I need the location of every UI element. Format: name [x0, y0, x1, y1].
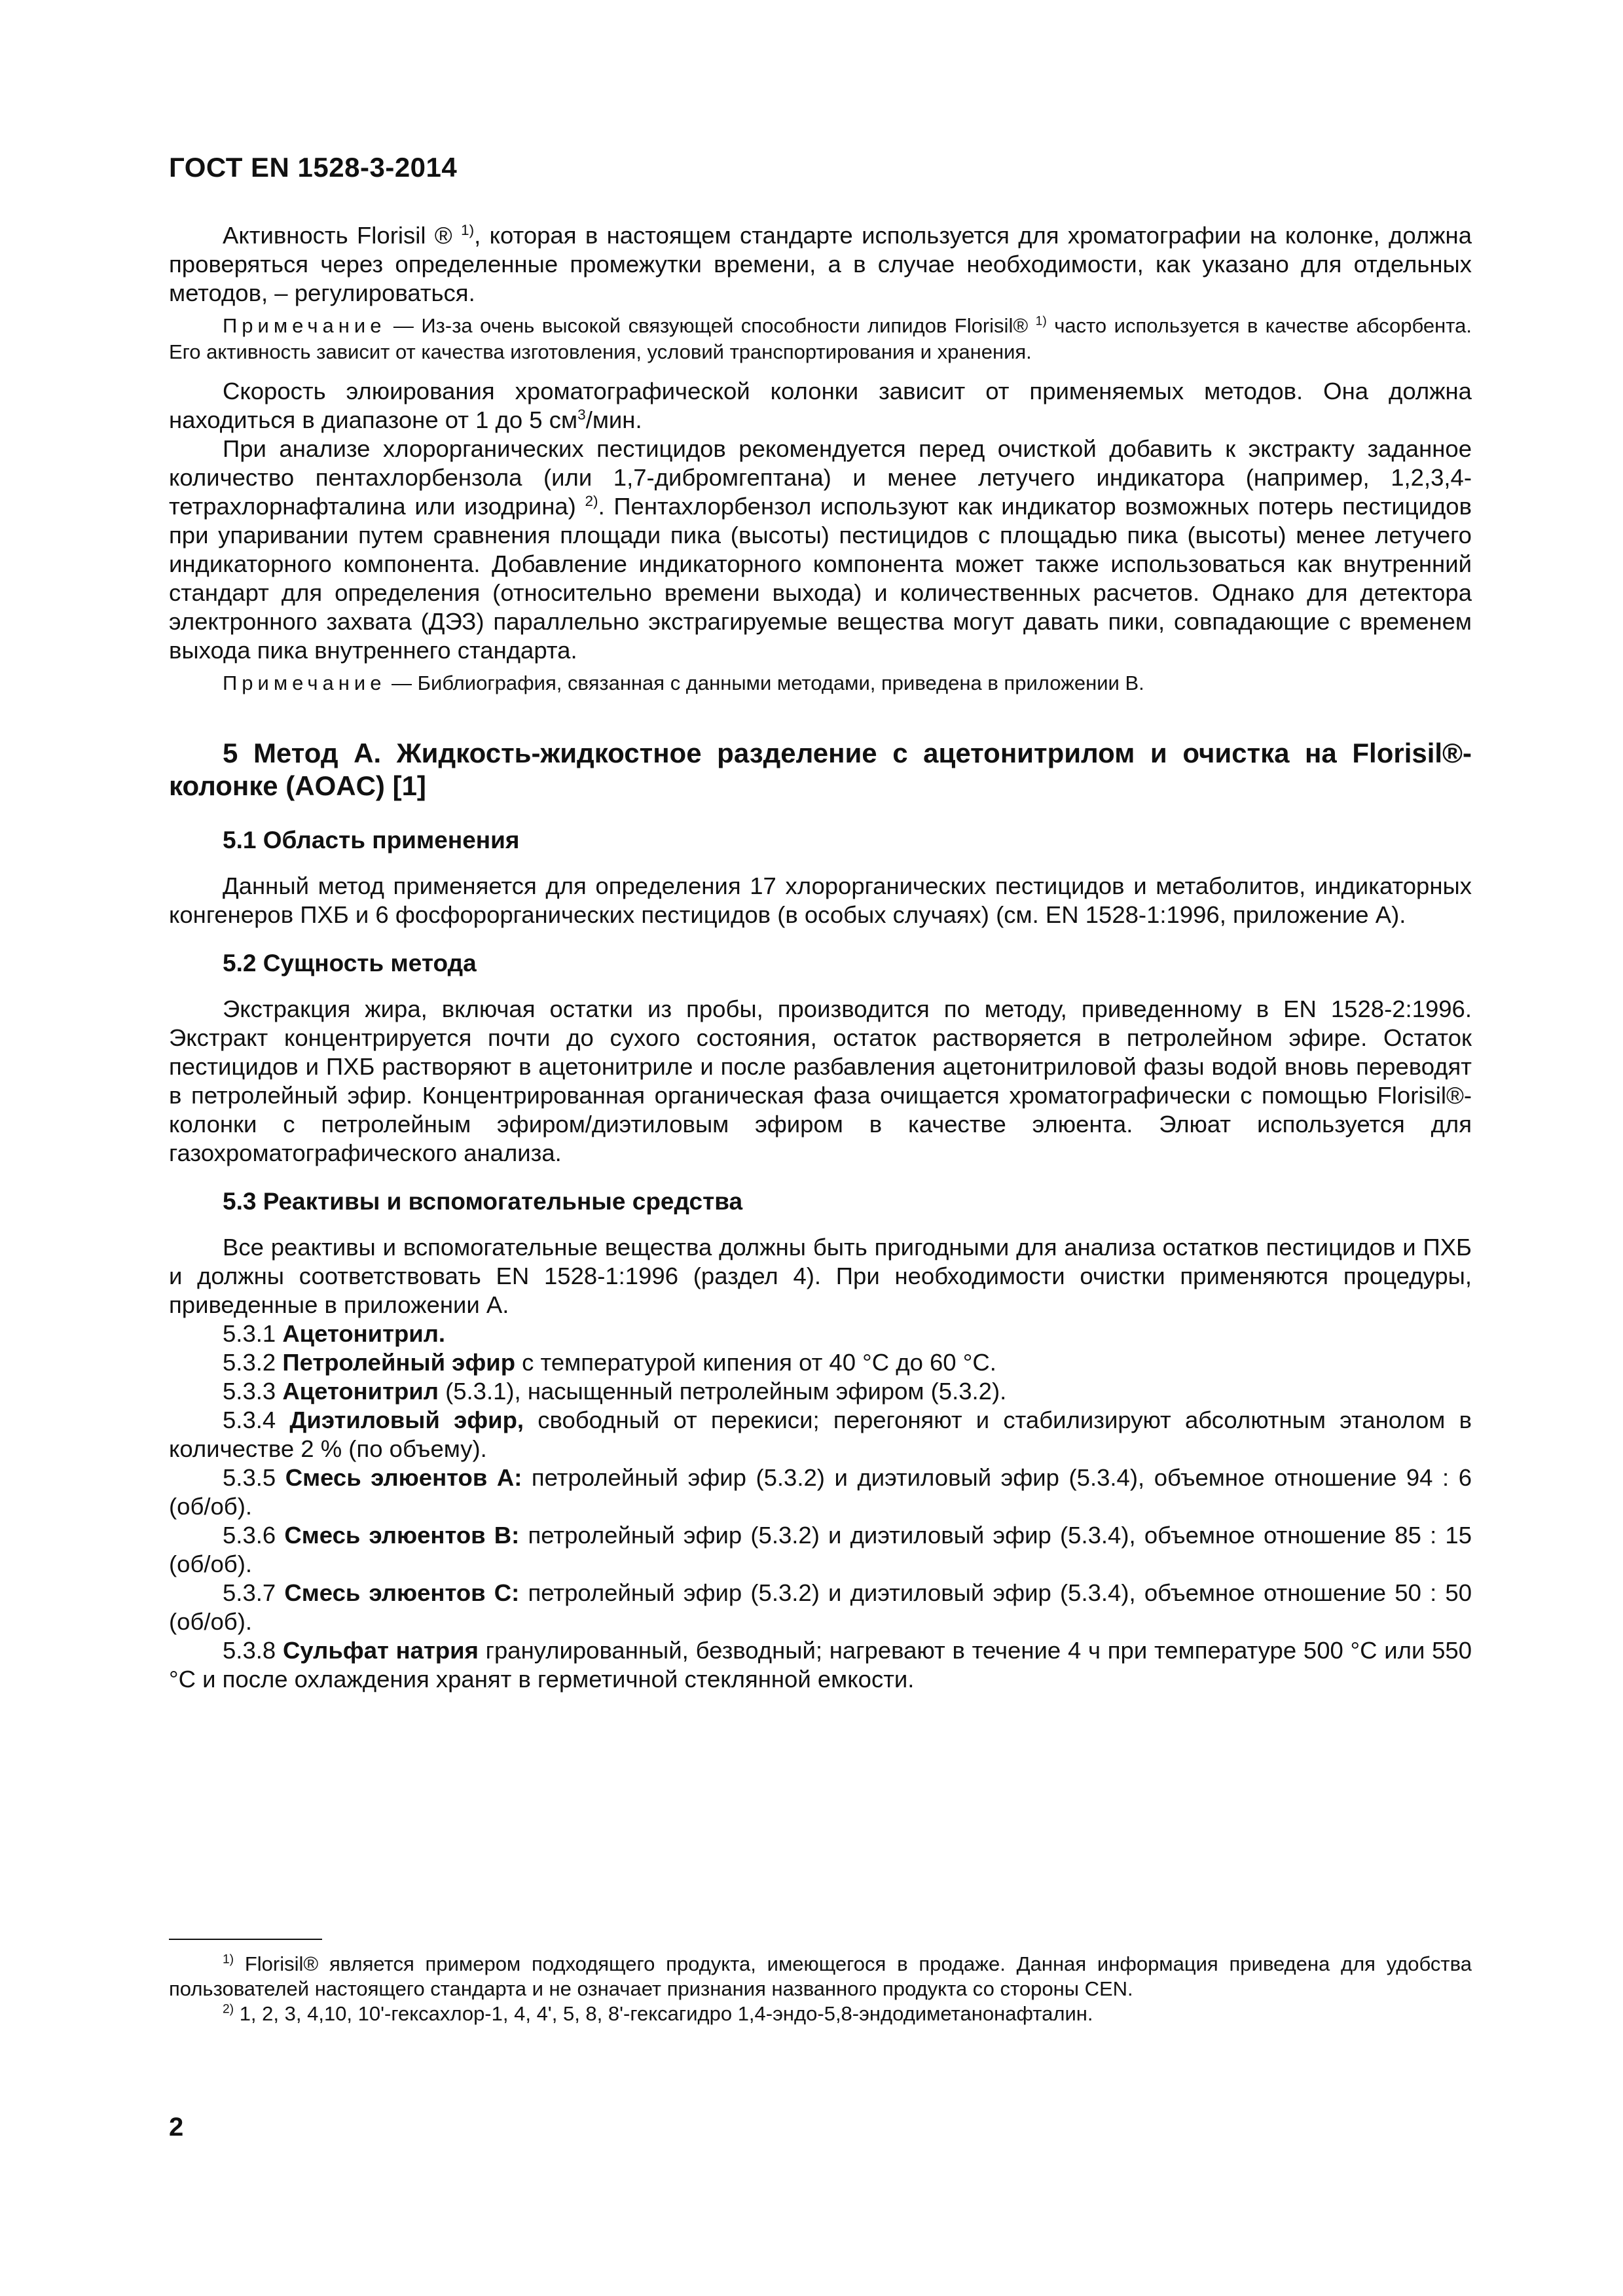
footnotes [169, 1952, 1472, 2026]
section-5-title: 5 Метод А. Жидкость-жидкостное разделение с ацетонитрилом и очистка на Florisil®-колонке (AOAC) [1] [169, 738, 1472, 801]
paragraph-elution-rate: Скорость элюирования хроматографической колонки зависит от применяемых методов. Она должна находиться в диапазоне от 1 до 5 $см^3$/мин. [169, 378, 1472, 433]
paragraph-indicator: При анализе хлорорганических пестицидов рекомендуется перед очисткой добавить к экстракту заданное количество пентахлорбензола (или 1,7-дибромгептана) и менее летучего индикатора (например, 1,2,3,4-тетрахлорнафталина или изодрина) $^{2)}$. Пентахлорбензол используют как индикатор возможных потерь пестицидов при упаривании путем сравнения площади пика (высоты) пестицидов с площадью пика (высоты) менее летучего индикаторного компонента. Добавление индикаторного компонента может также использоваться как внутренний стандарт для определения (относительно времени выхода) и количественных расчетов. Однако для детектора электронного захвата (ДЭЗ) параллельно экстрагируемые вещества могут давать пики, совпадающие с временем выхода пика внутреннего стандарта. [169, 435, 1472, 664]
section-5-1-text: Данный метод применяется для определения 17 хлорорганических пестицидов и метаболитов, индикаторных конгенеров ПХБ и 6 фосфорорганических пестицидов (в особых случаях) (см. EN 1528-1:1996, приложение А). [169, 872, 1472, 928]
paragraph-florisil-activity: Активность Florisil ® $^{1)}$, которая в настоящем стандарте используется для хроматографии на колонке, должна проверяться через определенные промежутки времени, а в случае необходимости, как указано для отдельных методов, – регулироваться. [169, 221, 1472, 306]
list-item: 5.3.3 Ацетонитрил (5.3.1), насыщенный петролейным эфиром (5.3.2). [223, 1378, 1007, 1405]
page-body [169, 221, 1472, 1694]
note-absorbent: Примечание — Из-за очень высокой связующей способности липидов Florisil® $^{1)}$ часто используется в качестве абсорбента. Его активность зависит от качества изготовления, условий транспортирования и хранения. [169, 314, 1472, 363]
page-number: 2 [169, 2113, 184, 2142]
list-item: 5.3.4 Диэтиловый эфир, свободный от перекиси; перегоняют и стабилизируют абсолютным этанолом в количестве 2 % (по объему). [169, 1407, 1472, 1462]
note-label: Примечание [223, 672, 386, 694]
footnote-1: $^{1)}$ Florisil® является примером подходящего продукта, имеющегося в продаже. Данная информация приведена для удобства пользователей настоящего стандарта и не означает признания названного продукта со стороны CEN. [169, 1952, 1472, 2000]
note-bibliography: Примечание — Библиография, связанная с данными методами, приведена в приложении В. [223, 672, 1144, 694]
footnote-ref: 1) [1035, 314, 1047, 329]
document-header: ГОСТ EN 1528-3-2014 [169, 152, 458, 183]
section-5-1-title: 5.1 Область применения [223, 827, 520, 853]
section-5-3-title: 5.3 Реактивы и вспомогательные средства [223, 1188, 743, 1215]
list-item: 5.3.2 Петролейный эфир с температурой кипения от 40 °С до 60 °С. [223, 1349, 996, 1376]
section-5-2-text: Экстракция жира, включая остатки из пробы, производится по методу, приведенному в EN 1528-2:1996. Экстракт концентрируется почти до сухого состояния, остаток растворяется в петролейном эфире. Остаток пестицидов и ПХБ растворяют в ацетонитриле и после разбавления ацетонитриловой фазы водой вновь переводят в петролейный эфир. Концентрированная органическая фаза очищается хроматографически с помощью Florisil®-колонки с петролейным эфиром/диэтиловым эфиром в качестве элюента. Элюат используется для газохроматографического анализа. [169, 996, 1472, 1166]
footnote-divider [169, 1939, 322, 1940]
footnote-ref: 2) [585, 492, 598, 509]
list-item: 5.3.5 Смесь элюентов А: петролейный эфир (5.3.2) и диэтиловый эфир (5.3.4), объемное отношение 94 : 6 (об/об). [169, 1464, 1472, 1520]
footnote-2: $^{2)}$ 1, 2, 3, 4,10, 10'-гексахлор-1, 4, 4', 5, 8, 8'-гексагидро 1,4-эндо-5,8-эндодиметанонафталин. [223, 2002, 1093, 2025]
section-5-3-text: Все реактивы и вспомогательные вещества должны быть пригодными для анализа остатков пестицидов и ПХБ и должны соответствовать EN 1528-1:1996 (раздел 4). При необходимости очистки применяются процедуры, приведенные в приложении А. [169, 1234, 1472, 1318]
section-5-2-title: 5.2 Сущность метода [223, 950, 477, 977]
list-item: 5.3.1 Ацетонитрил. [223, 1320, 446, 1347]
list-item: 5.3.7 Смесь элюентов С: петролейный эфир (5.3.2) и диэтиловый эфир (5.3.4), объемное отношение 50 : 50 (об/об). [169, 1579, 1472, 1635]
list-item: 5.3.8 Сульфат натрия гранулированный, безводный; нагревают в течение 4 ч при температуре 500 °С или 550 °С и после охлаждения хранят в герметичной стеклянной емкости. [169, 1637, 1472, 1693]
note-label: Примечание [223, 314, 386, 337]
footnote-ref: 1) [461, 221, 475, 238]
list-item: 5.3.6 Смесь элюентов В: петролейный эфир (5.3.2) и диэтиловый эфир (5.3.4), объемное отношение 85 : 15 (об/об). [169, 1522, 1472, 1577]
